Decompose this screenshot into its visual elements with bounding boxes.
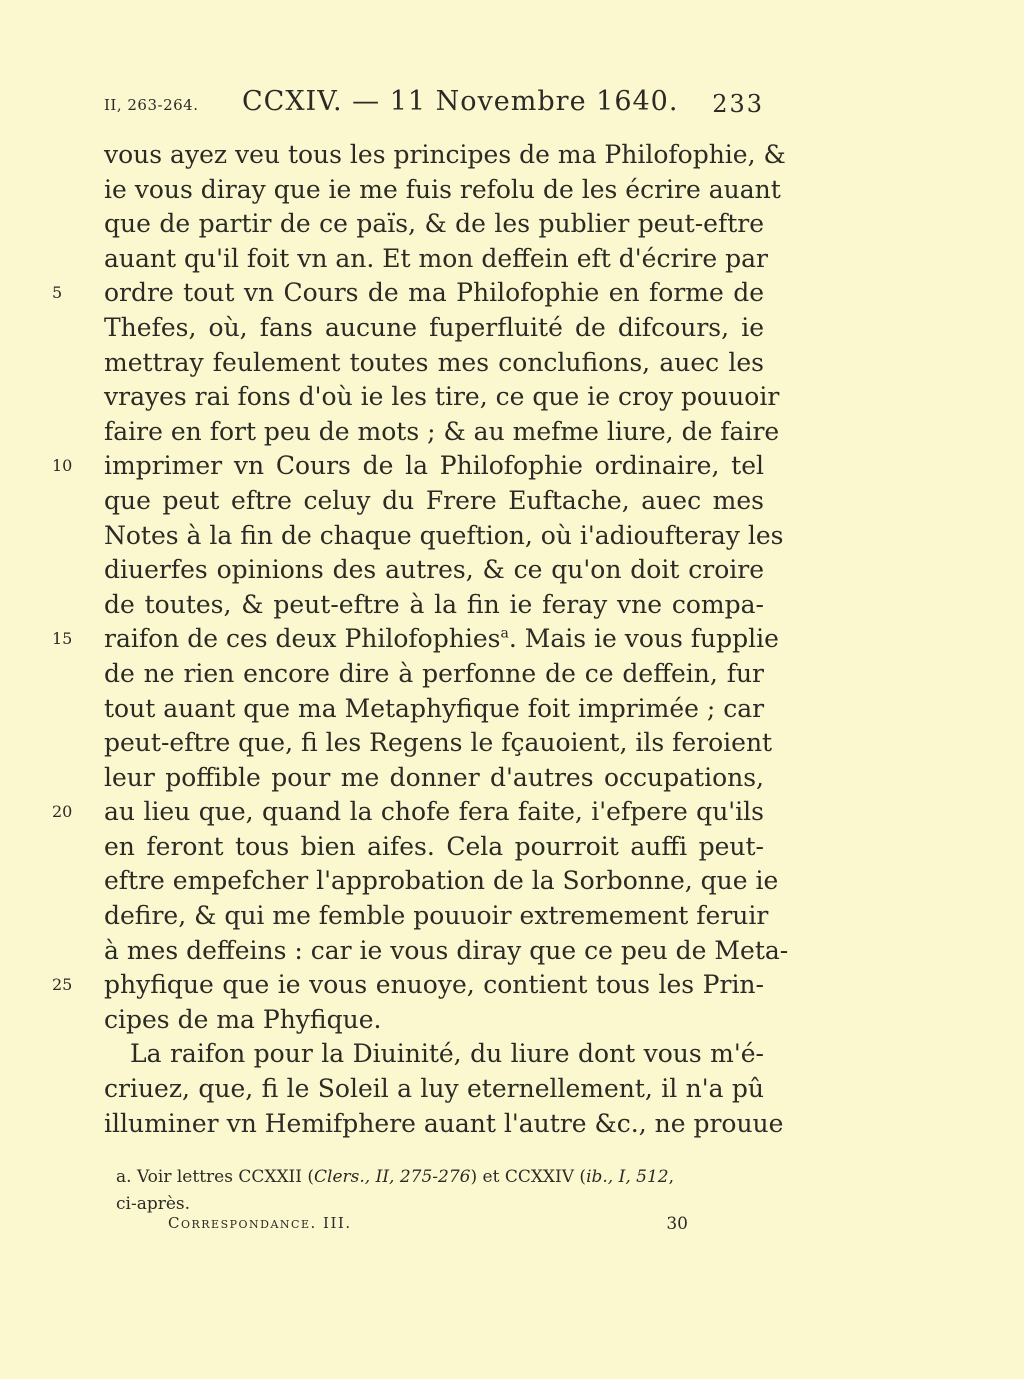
line-text: La raifon pour la Diuinité, du liure dont vous m'é- [130,1039,764,1069]
text-line [104,415,780,450]
line-text: à mes deffeins : car ie vous diray que ce peu de Meta- [104,935,789,965]
line-number: 5 [52,283,63,303]
text-line [104,830,764,865]
text-line [52,968,764,1003]
text-line [104,553,764,588]
text-line [104,588,764,623]
footnote [116,1164,766,1218]
text-line [104,207,764,242]
footer-volume: Correspondance. III. [168,1214,352,1232]
text-line [104,1037,764,1072]
line-text: Thefes, où, fans aucune fuperfluité de difcours, ie [104,312,764,342]
text-line [104,346,764,381]
text-line [104,864,779,899]
line-text: ie vous diray que ie me fuis refolu de les écrire auant [104,174,781,204]
line-text: criuez, que, fi le Soleil a luy eternellement, il n'a pû [104,1074,764,1104]
line-number: 15 [52,629,73,649]
line-number: 20 [52,802,73,822]
line-text: Notes à la fin de chaque queftion, où i'adioufteray les [104,520,784,550]
text-line [52,795,764,830]
text-line [104,934,789,969]
line-text: auant qu'il foit vn an. Et mon deffein eft d'écrire par [104,243,768,273]
text-line [104,380,780,415]
text-line [104,692,764,727]
line-text: illuminer vn Hemifphere auant l'autre &c., ne prouue [104,1108,784,1138]
footnote-text-2: ) et CCXXIV ( [470,1167,587,1187]
running-header [104,86,764,126]
text-line [104,1072,764,1107]
footnote-text-line2: ci-après. [116,1194,191,1214]
footnote-text-1: a. Voir lettres CCXXII ( [116,1167,315,1187]
text-line [104,138,786,173]
text-line [52,276,764,311]
line-text: que de partir de ce païs, & de les publier peut-eftre [104,209,764,239]
page-number: 233 [712,90,764,118]
signature-footer [168,1214,688,1238]
footer-signature-number: 30 [666,1214,688,1234]
line-text: ordre tout vn Cours de ma Philofophie en forme de [104,278,764,308]
line-text: faire en fort peu de mots ; & au mefme liure, de faire [104,416,780,446]
text-line [104,484,764,519]
text-line [104,761,764,796]
letter-body [52,138,789,1141]
text-line [104,242,768,277]
line-text-continued: . Mais ie vous fupplie [508,624,779,654]
line-text: de ne rien encore dire à perfonne de ce deffein, fur [104,658,764,688]
line-text: raifon de ces deux Philofophies [104,624,501,654]
text-line [104,1003,764,1038]
line-text: leur poffible pour me donner d'autres occupations, [104,762,764,792]
text-line [104,657,764,692]
header-title: CCXIV. — 11 Novembre 1640. [242,86,679,117]
text-line [104,899,769,934]
line-text: imprimer vn Cours de la Philofophie ordinaire, tel [104,451,764,481]
line-text: phyfique que ie vous enuoye, contient tous les Prin- [104,970,764,1000]
header-reference: II, 263-264. [104,96,199,114]
text-line [52,449,764,484]
line-text: diuerfes opinions des autres, & ce qu'on doit croire [104,555,764,585]
line-text: defire, & qui me femble pouuoir extremement feruir [104,901,769,931]
line-text: mettray feulement toutes mes conclufions, auec les [104,347,764,377]
text-line [52,622,779,657]
text-line [104,519,784,554]
line-text: au lieu que, quand la chofe fera faite, i'efpere qu'ils [104,797,764,827]
line-text: peut-eftre que, fi les Regens le fçauoient, ils feroient [104,728,773,758]
text-line [104,726,773,761]
line-text: vous ayez veu tous les principes de ma Philofophie, & [104,140,786,169]
line-text: eftre empefcher l'approbation de la Sorbonne, que ie [104,866,779,896]
line-text: tout auant que ma Metaphyfique foit imprimée ; car [104,693,765,723]
text-line [104,173,781,208]
footnote-marker: a [500,625,509,642]
footnote-ref-1: Clers., II, 275-276 [314,1167,471,1187]
text-line [104,1107,784,1142]
line-number: 10 [52,456,73,476]
line-text: de toutes, & peut-eftre à la fin ie feray vne compa- [104,589,764,619]
footnote-text-3: , [668,1167,674,1187]
footnote-ref-2: ib., I, 512 [586,1167,669,1187]
line-text: que peut eftre celuy du Frere Euftache, auec mes [104,485,764,515]
line-text: vrayes rai fons d'où ie les tire, ce que ie croy pouuoir [104,382,780,412]
line-text: en feront tous bien aifes. Cela pourroit auffi peut- [104,831,764,861]
line-number: 25 [52,975,73,995]
line-text: cipes de ma Phyfique. [104,1004,382,1034]
text-line [104,311,764,346]
